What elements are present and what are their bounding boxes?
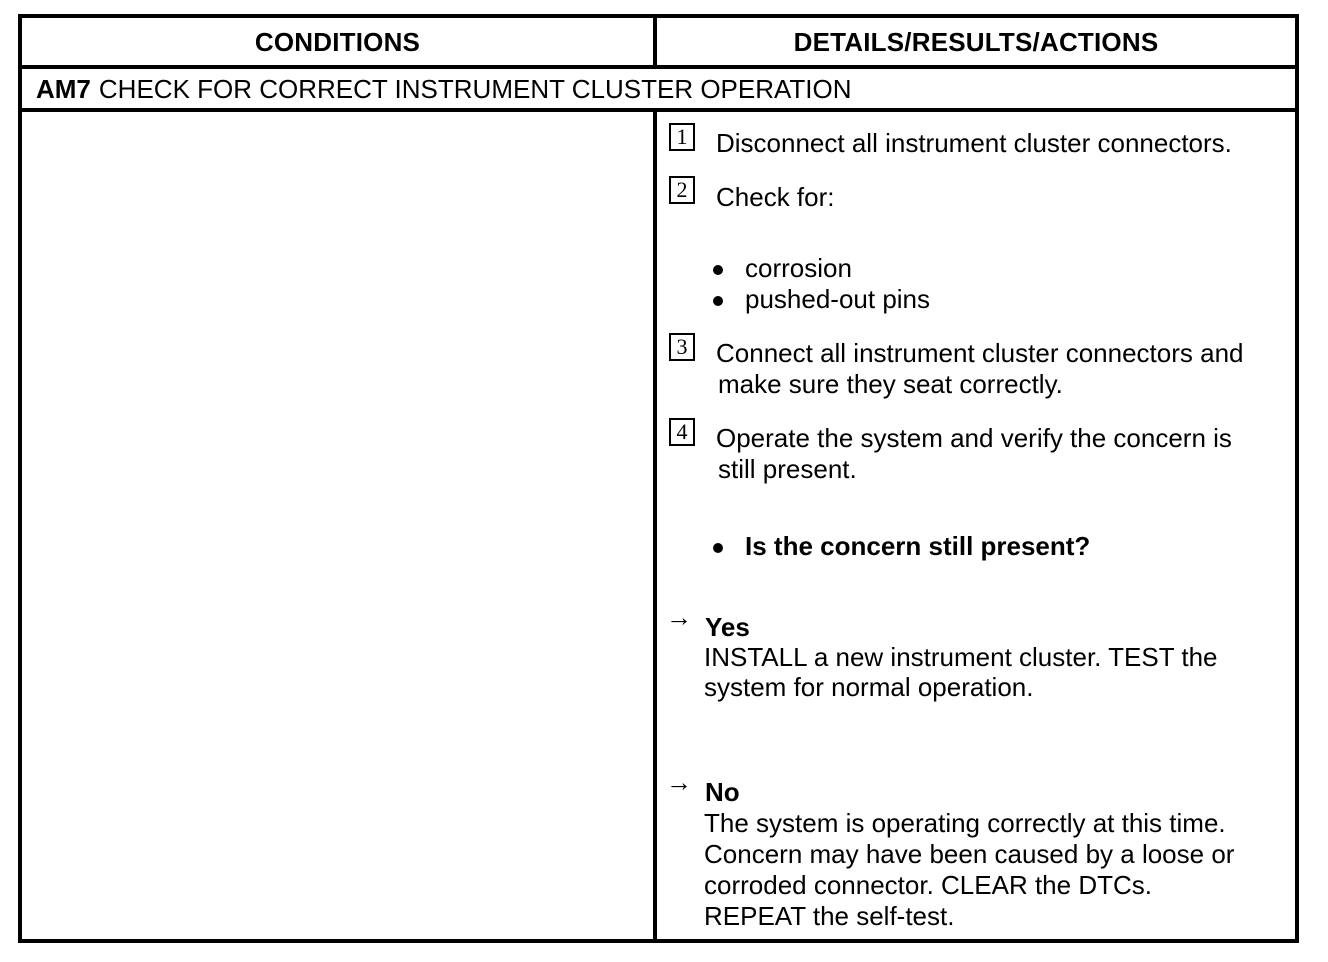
title-divider: [22, 108, 1295, 112]
no-action-text: corroded connector. CLEAR the DTCs.: [704, 870, 1152, 900]
instruction-text: Check for:: [716, 182, 835, 212]
instruction-text: Disconnect all instrument cluster connectors.: [716, 128, 1232, 158]
body-column-divider: [653, 112, 657, 939]
yes-action-text: system for normal operation.: [704, 672, 1034, 702]
bullet-dot: [713, 296, 723, 306]
no-action-text: REPEAT the self-test.: [704, 901, 955, 931]
bullet-dot: [713, 543, 723, 553]
no-label: No: [705, 777, 740, 807]
arrow-right-icon: →: [666, 767, 692, 797]
step-number-box: 1: [669, 123, 695, 151]
question-text: Is the concern still present?: [745, 531, 1091, 561]
arrow-right-icon: →: [666, 602, 692, 632]
check-item: pushed-out pins: [745, 284, 931, 314]
step-number-box: 2: [669, 176, 695, 204]
yes-label: Yes: [705, 612, 750, 642]
check-item: corrosion: [745, 253, 852, 283]
instruction-text: Operate the system and verify the concern is: [716, 423, 1232, 453]
no-action-text: Concern may have been caused by a loose or: [704, 839, 1235, 869]
step-code: AM7: [36, 73, 91, 104]
yes-action-text: INSTALL a new instrument cluster. TEST the: [704, 642, 1218, 672]
step-number-box: 3: [669, 333, 695, 361]
bullet-dot: [713, 265, 723, 275]
instruction-text: make sure they seat correctly.: [718, 369, 1063, 399]
no-action-text: The system is operating correctly at this time.: [704, 808, 1226, 838]
step-title: [36, 70, 852, 108]
instruction-text: still present.: [718, 454, 857, 484]
step-number-box: 4: [669, 418, 695, 446]
details-header: DETAILS/RESULTS/ACTIONS: [793, 26, 1159, 57]
step-title-text: CHECK FOR CORRECT INSTRUMENT CLUSTER OPERATION: [98, 73, 852, 104]
conditions-header: CONDITIONS: [254, 26, 421, 57]
instruction-text: Connect all instrument cluster connectors and: [716, 338, 1244, 368]
